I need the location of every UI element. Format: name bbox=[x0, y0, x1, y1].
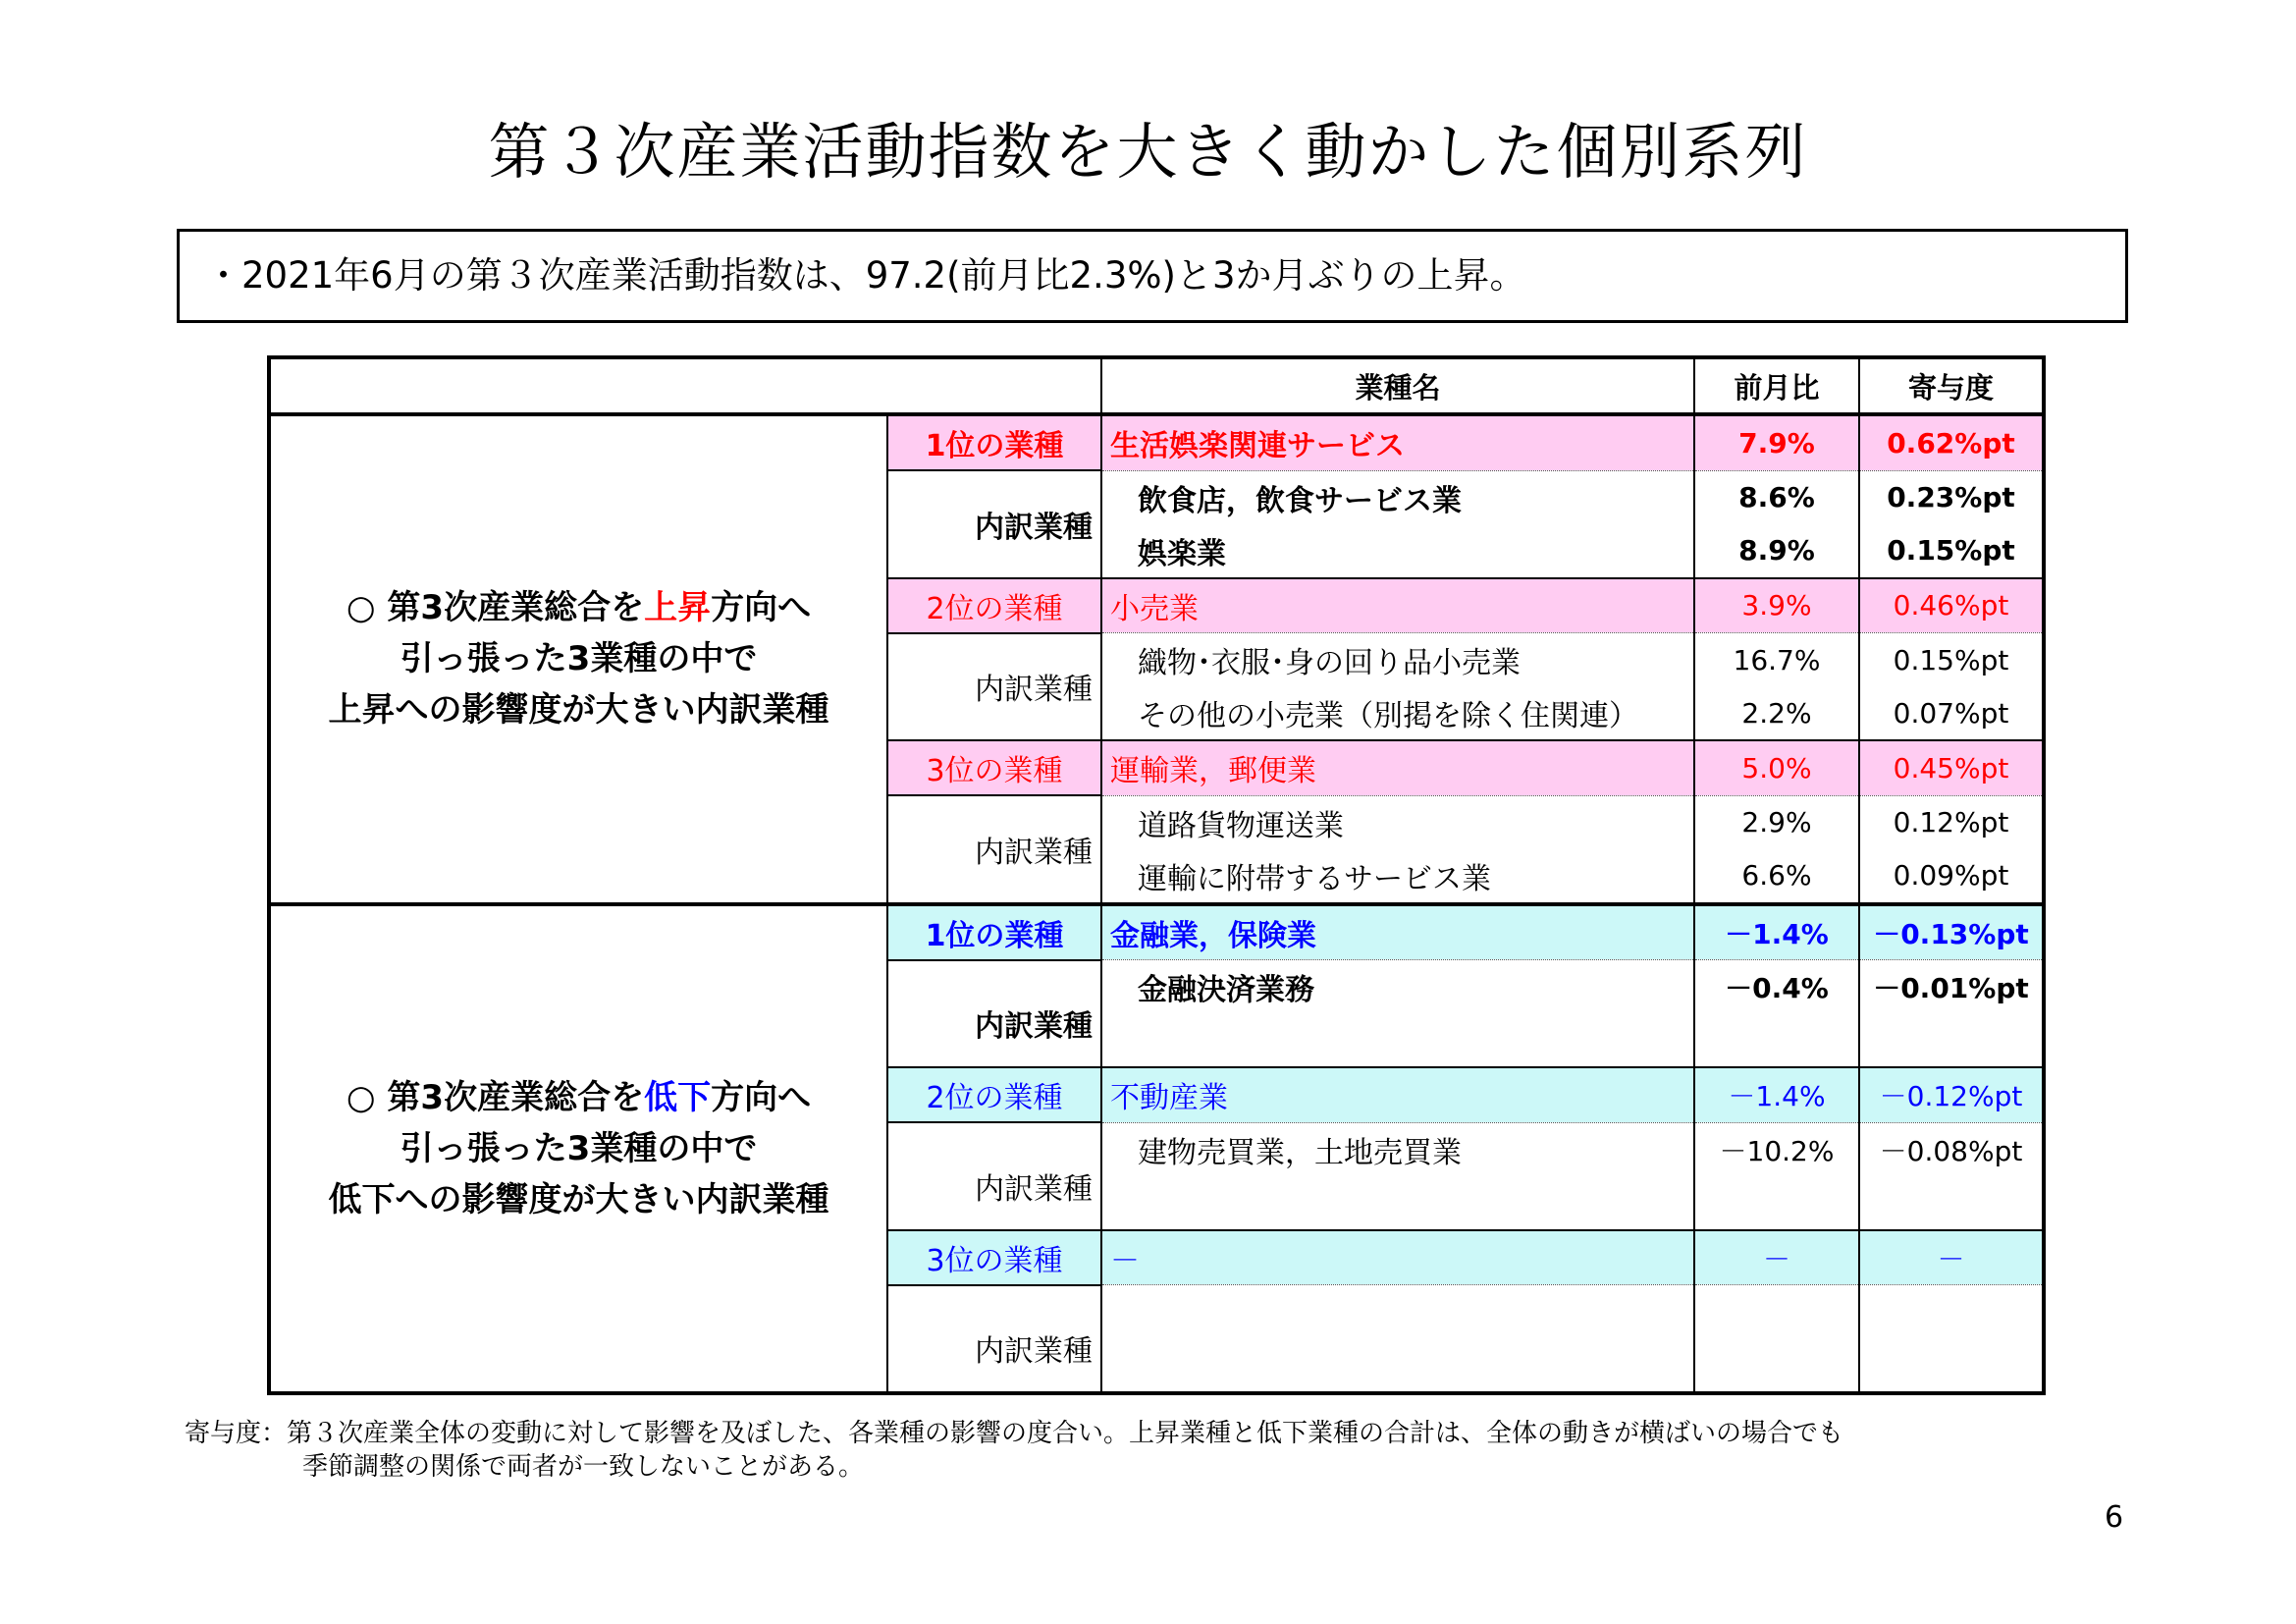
down-rank1-breakdown-label: 内訳業種 bbox=[887, 960, 1101, 1068]
up-rank2-breakdown-label: 内訳業種 bbox=[887, 633, 1101, 741]
down-rank1-sub1-contrib: －0.01%pt bbox=[1859, 960, 2044, 1014]
down-rank1-sub2-contrib bbox=[1859, 1013, 2044, 1067]
down-rank1-row bbox=[269, 904, 2044, 960]
up-rank1-name: 生活娯楽関連サービス bbox=[1101, 414, 1694, 470]
header-contrib: 寄与度 bbox=[1859, 357, 2044, 414]
table-header-row bbox=[269, 357, 2044, 414]
down-rank3-mom: － bbox=[1694, 1230, 1859, 1285]
down-rank2-sub2-contrib bbox=[1859, 1176, 2044, 1230]
page-title: 第３次産業活動指数を大きく動かした個別系列 bbox=[488, 116, 1808, 188]
down-rank1-name: 金融業，保険業 bbox=[1101, 904, 1694, 960]
up-rank3-sub1-name: 道路貨物運送業 bbox=[1101, 795, 1694, 849]
down-rank1-mom: －1.4% bbox=[1694, 904, 1859, 960]
up-rank3-contrib: 0.45%pt bbox=[1859, 740, 2044, 795]
footnote bbox=[185, 1417, 1843, 1484]
down-rank1-sub1-name: 金融決済業務 bbox=[1101, 960, 1694, 1014]
down-rank2-mom: －1.4% bbox=[1694, 1067, 1859, 1122]
down-rank3-sub1-mom bbox=[1694, 1285, 1859, 1339]
down-rank2-name: 不動産業 bbox=[1101, 1067, 1694, 1122]
footnote-line2: 季節調整の関係で両者が一致しないことがある。 bbox=[302, 1452, 865, 1482]
up-rank1-label: 1位の業種 bbox=[887, 414, 1101, 470]
down-rank3-sub1-contrib bbox=[1859, 1285, 2044, 1339]
up-rank2-label: 2位の業種 bbox=[887, 578, 1101, 633]
up-rank2-sub2-mom: 2.2% bbox=[1694, 686, 1859, 740]
up-rank2-sub1-name: 織物･衣服･身の回り品小売業 bbox=[1101, 633, 1694, 687]
up-rank2-contrib: 0.46%pt bbox=[1859, 578, 2044, 633]
down-rank2-contrib: －0.12%pt bbox=[1859, 1067, 2044, 1122]
up-rank1-sub1-name: 飲食店，飲食サービス業 bbox=[1101, 470, 1694, 524]
up-rank2-name: 小売業 bbox=[1101, 578, 1694, 633]
down-rank1-sub2-name bbox=[1101, 1013, 1694, 1067]
down-rank3-name: － bbox=[1101, 1230, 1694, 1285]
down-rank3-label: 3位の業種 bbox=[887, 1230, 1101, 1285]
down-rank2-sub1-mom: －10.2% bbox=[1694, 1122, 1859, 1176]
down-rank1-contrib: －0.13%pt bbox=[1859, 904, 2044, 960]
up-rank1-sub1-contrib: 0.23%pt bbox=[1859, 470, 2044, 524]
up-rank3-sub2-mom: 6.6% bbox=[1694, 849, 1859, 904]
up-rank2-sub2-contrib: 0.07%pt bbox=[1859, 686, 2044, 740]
down-rank1-sub2-mom bbox=[1694, 1013, 1859, 1067]
down-rank2-sub1-contrib: －0.08%pt bbox=[1859, 1122, 2044, 1176]
header-name: 業種名 bbox=[1101, 357, 1694, 414]
down-rank2-sub1-name: 建物売買業，土地売買業 bbox=[1101, 1122, 1694, 1176]
down-section-label: ○ 第3次産業総合を低下方向へ 引っ張った3業種の中で 低下への影響度が大きい内訳業種 bbox=[269, 904, 887, 1394]
down-rank3-breakdown-label: 内訳業種 bbox=[887, 1285, 1101, 1394]
up-rank3-sub1-contrib: 0.12%pt bbox=[1859, 795, 2044, 849]
summary-box: ・2021年6月の第３次産業活動指数は、97.2(前月比2.3%)と3か月ぶりの上昇。 bbox=[177, 229, 2128, 323]
down-rank1-sub1-mom: －0.4% bbox=[1694, 960, 1859, 1014]
up-rank3-breakdown-label: 内訳業種 bbox=[887, 795, 1101, 904]
down-rank3-sub2-mom bbox=[1694, 1338, 1859, 1393]
up-rank2-sub2-name: その他の小売業（別掲を除く住関連） bbox=[1101, 686, 1694, 740]
down-rank3-sub2-contrib bbox=[1859, 1338, 2044, 1393]
up-rank1-contrib: 0.62%pt bbox=[1859, 414, 2044, 470]
up-rank2-sub1-contrib: 0.15%pt bbox=[1859, 633, 2044, 687]
up-rank3-mom: 5.0% bbox=[1694, 740, 1859, 795]
down-highlight: 低下 bbox=[644, 1077, 712, 1117]
up-rank3-sub2-name: 運輸に附帯するサービス業 bbox=[1101, 849, 1694, 904]
up-rank1-sub1-mom: 8.6% bbox=[1694, 470, 1859, 524]
down-rank3-contrib: － bbox=[1859, 1230, 2044, 1285]
up-rank2-mom: 3.9% bbox=[1694, 578, 1859, 633]
up-rank2-sub1-mom: 16.7% bbox=[1694, 633, 1859, 687]
up-rank1-sub2-mom: 8.9% bbox=[1694, 524, 1859, 578]
up-rank1-sub2-contrib: 0.15%pt bbox=[1859, 524, 2044, 578]
down-rank2-sub2-name bbox=[1101, 1176, 1694, 1230]
up-rank3-label: 3位の業種 bbox=[887, 740, 1101, 795]
up-rank3-name: 運輸業，郵便業 bbox=[1101, 740, 1694, 795]
up-rank1-sub2-name: 娯楽業 bbox=[1101, 524, 1694, 578]
industry-table bbox=[267, 355, 2046, 1395]
up-rank3-sub2-contrib: 0.09%pt bbox=[1859, 849, 2044, 904]
up-rank1-row bbox=[269, 414, 2044, 470]
header-blank bbox=[269, 357, 1101, 414]
down-rank3-sub2-name bbox=[1101, 1338, 1694, 1393]
down-rank1-label: 1位の業種 bbox=[887, 904, 1101, 960]
up-rank1-mom: 7.9% bbox=[1694, 414, 1859, 470]
down-rank2-sub2-mom bbox=[1694, 1176, 1859, 1230]
up-highlight: 上昇 bbox=[644, 588, 712, 628]
down-rank3-sub1-name bbox=[1101, 1285, 1694, 1339]
up-rank3-sub1-mom: 2.9% bbox=[1694, 795, 1859, 849]
header-mom: 前月比 bbox=[1694, 357, 1859, 414]
up-section-label: ○ 第3次産業総合を上昇方向へ 引っ張った3業種の中で 上昇への影響度が大きい内訳業種 bbox=[269, 414, 887, 904]
down-rank2-label: 2位の業種 bbox=[887, 1067, 1101, 1122]
down-rank2-breakdown-label: 内訳業種 bbox=[887, 1122, 1101, 1230]
up-rank1-breakdown-label: 内訳業種 bbox=[887, 470, 1101, 578]
page-number: 6 bbox=[2105, 1500, 2124, 1535]
footnote-line1: 寄与度：第３次産業全体の変動に対して影響を及ぼした、各業種の影響の度合い。上昇業種と低下業種の合計は、全体の動きが横ばいの場合でも bbox=[185, 1419, 1844, 1448]
